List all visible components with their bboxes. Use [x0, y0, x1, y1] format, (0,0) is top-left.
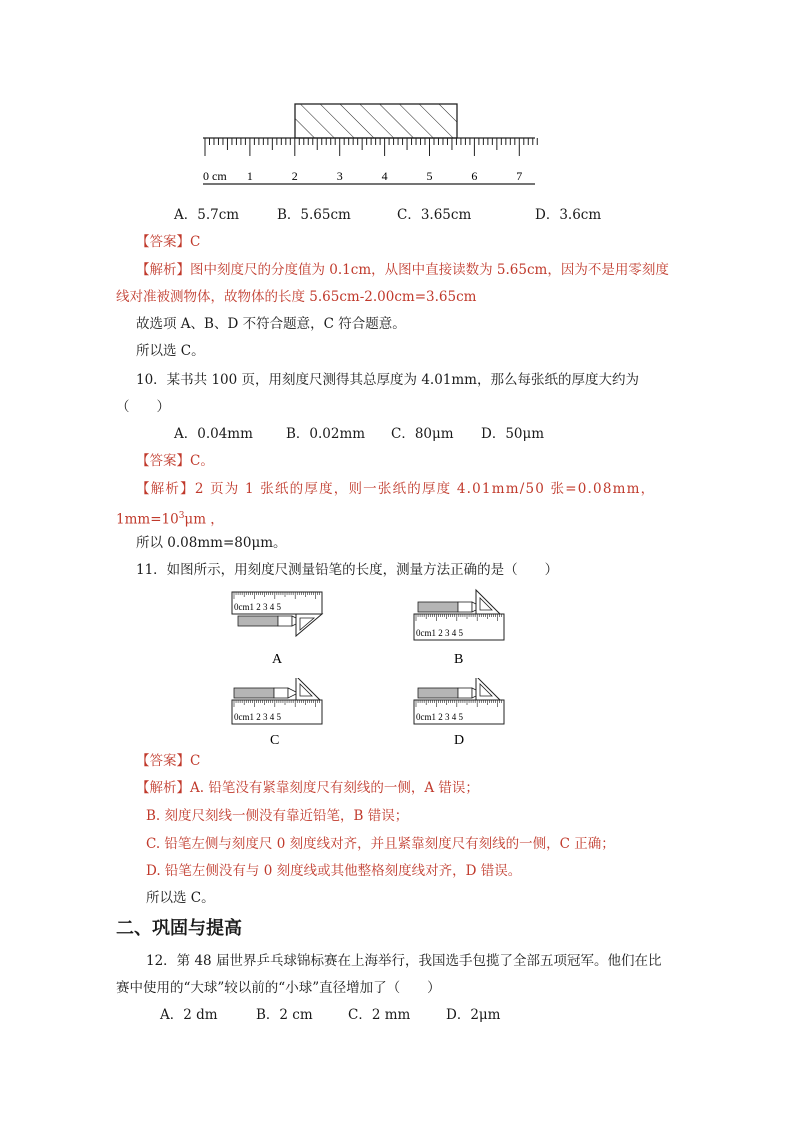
analysis-tag: 【解析】	[136, 262, 190, 278]
answer-value: C。	[190, 453, 214, 469]
pencil	[418, 602, 482, 612]
q10-option-a[interactable]: A．0.04mm	[174, 426, 253, 442]
ruler-number-label: 2	[291, 169, 298, 183]
q9-analysis-line2: 线对准被测物体，故物体的长度 5.65cm-2.00cm=3.65cm	[116, 289, 477, 305]
ruler-number-label: 6	[471, 169, 478, 183]
pencil	[238, 616, 302, 626]
figure-label: A	[272, 652, 283, 667]
section-title: 二、巩固与提高	[116, 918, 242, 939]
q10-conclusion: 所以 0.08mm=80μm。	[136, 535, 287, 551]
triangle-square	[296, 678, 320, 700]
q10-analysis-line1	[136, 479, 655, 499]
q12-option-b[interactable]: B．2 cm	[256, 1007, 313, 1023]
answer-value: C	[190, 753, 201, 769]
triangle-square	[476, 678, 500, 700]
q10-analysis-line2	[116, 506, 224, 530]
q11-figure-b[interactable]	[410, 588, 520, 670]
q11-stem: 11．如图所示，用刻度尺测量铅笔的长度，测量方法正确的是（ ）	[136, 562, 559, 578]
q10-options	[174, 424, 544, 444]
q10-option-b[interactable]: B．0.02mm	[286, 426, 366, 442]
ruler-text: 0cm1 2 3 4 5	[416, 628, 463, 638]
q11-analysis-c: C. 铅笔左侧与刻度尺 0 刻度线对齐，并且紧靠刻度尺有刻线的一侧，C 正确；	[146, 836, 615, 852]
ruler-text: 0cm1 2 3 4 5	[416, 712, 463, 722]
q9-conclusion1: 故选项 A、B、D 不符合题意，C 符合题意。	[136, 316, 406, 332]
q11-analysis-b: B. 刻度尺刻线一侧没有靠近铅笔，B 错误；	[146, 808, 409, 824]
analysis-text: 1mm=10	[116, 511, 179, 528]
q12-option-c[interactable]: C．2 mm	[348, 1007, 411, 1023]
answer-tag: 【答案】	[136, 234, 190, 250]
q10-stem-line1: 10．某书共 100 页，用刻度尺测得其总厚度为 4.01mm，那么每张纸的厚度大约为	[136, 372, 639, 388]
q9-option-d[interactable]: D．3.6cm	[535, 207, 602, 223]
figure-label: B	[454, 652, 464, 667]
figure-label: C	[270, 733, 280, 748]
analysis-text: 图中刻度尺的分度值为 0.1cm，从图中直接读数为 5.65cm，因为不是用零刻度	[190, 262, 669, 278]
ruler-number-label: 1	[246, 169, 253, 183]
q11-analysis-d: D. 铅笔左侧没有与 0 刻度线或其他整格刻度线对齐，D 错误。	[146, 863, 522, 879]
q11-conclusion: 所以选 C。	[146, 890, 215, 906]
ruler-text: 0cm1 2 3 4 5	[234, 712, 281, 722]
figure-label: D	[454, 733, 465, 748]
q11-figure-d[interactable]	[410, 678, 520, 748]
analysis-text: 2 页为 1 张纸的厚度，则一张纸的厚度 4.01mm/50 张=0.08mm，	[194, 481, 656, 497]
analysis-tag: 【解析】	[136, 780, 190, 796]
q11-analysis-a	[136, 778, 479, 798]
q9-options	[174, 205, 601, 225]
q9-answer	[136, 232, 200, 252]
superscript: 3	[178, 511, 185, 521]
ruler-figure	[195, 98, 545, 190]
q12-options	[160, 1005, 501, 1025]
analysis-text: μm ，	[184, 511, 224, 528]
pencil	[234, 688, 298, 698]
ruler-number-label: 4	[381, 169, 388, 183]
q10-option-d[interactable]: D．50μm	[481, 426, 545, 442]
ruler-text: 0cm1 2 3 4 5	[234, 602, 281, 612]
q10-answer	[136, 451, 214, 471]
q9-option-c[interactable]: C．3.65cm	[397, 207, 472, 223]
q9-option-b[interactable]: B．5.65cm	[277, 207, 351, 223]
q10-option-c[interactable]: C．80μm	[391, 426, 454, 442]
ruler-number-label: 3	[336, 169, 343, 183]
answer-tag: 【答案】	[136, 753, 190, 769]
q12-option-d[interactable]: D．2μm	[446, 1007, 501, 1023]
ruler-ticks	[205, 138, 537, 156]
measured-object	[295, 104, 457, 138]
q9-analysis-line1	[136, 260, 669, 280]
analysis-tag: 【解析】	[136, 481, 195, 497]
answer-tag: 【答案】	[136, 453, 190, 469]
analysis-text: A. 铅笔没有紧靠刻度尺有刻线的一侧，A 错误；	[190, 780, 479, 796]
triangle-square	[296, 614, 322, 636]
ruler-number-label: 7	[516, 169, 523, 183]
ruler-zero-label: 0 cm	[203, 169, 227, 183]
q12-stem-line1: 12．第 48 届世界乒乓球锦标赛在上海举行，我国选手包揽了全部五项冠军。他们在比	[146, 953, 662, 969]
q12-stem-line2: 赛中使用的“大球”较以前的“小球”直径增加了（ ）	[116, 980, 441, 996]
q11-figure-c[interactable]	[228, 678, 338, 748]
q9-option-a[interactable]: A．5.7cm	[174, 207, 240, 223]
ruler-number-label: 5	[426, 169, 433, 183]
pencil	[418, 688, 482, 698]
triangle-square	[476, 590, 500, 614]
q9-conclusion2: 所以选 C。	[136, 343, 205, 359]
q10-stem-line2: （ ）	[116, 399, 170, 415]
q11-figure-a[interactable]	[228, 588, 338, 670]
q11-answer	[136, 751, 200, 771]
answer-value: C	[190, 234, 201, 250]
q12-option-a[interactable]: A．2 dm	[160, 1007, 218, 1023]
